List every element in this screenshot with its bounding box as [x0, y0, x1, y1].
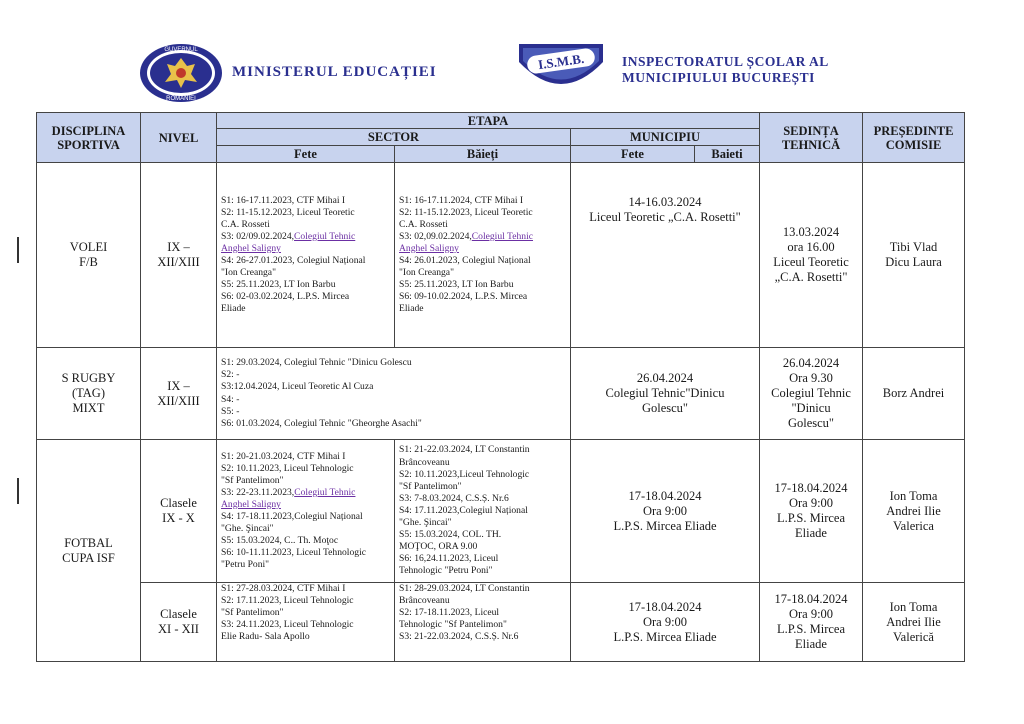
text-line: Ion Toma [889, 599, 938, 614]
text-line: Colegiul Tehnic [771, 386, 851, 400]
schedule-line [399, 255, 566, 267]
text-line: Ora 9:00 [642, 503, 688, 518]
schedule-text: S3: 7-8.03.2024, C.S.Ș. Nr.6 [399, 492, 509, 504]
schedule-line [221, 267, 390, 279]
schedule-text: S5: 25.11.2023, LT Ion Barbu [221, 279, 336, 291]
schedule-text: "Sf Pantelimon" [221, 607, 284, 619]
text-line: Ora 9:00 [788, 607, 834, 621]
schedule-line [399, 541, 566, 553]
text-line: VOLEI [69, 240, 108, 254]
schedule-line [221, 487, 390, 499]
cell-municipiu [571, 163, 760, 348]
schedule-text: "Ghe. Şincai" [399, 517, 452, 529]
schedule-line [221, 207, 390, 219]
schedule-line [221, 195, 390, 207]
ismb-logo-icon [513, 40, 609, 102]
cell-sector [217, 348, 571, 440]
schedule-line [399, 279, 566, 291]
schedule-line [221, 279, 390, 291]
cell-presedinte [863, 163, 965, 348]
text-line: Ora 9:00 [788, 496, 834, 510]
text-line: Colegiul Tehnic"Dinicu [605, 386, 725, 400]
cell-sector-baieti [395, 163, 571, 348]
cell-presedinte [863, 583, 965, 662]
text-line: S RUGBY [61, 371, 116, 385]
binder-mark [17, 237, 19, 263]
schedule-text: S1: 16-17.11.2024, CTF Mihai I [399, 194, 524, 206]
venue-link[interactable]: Anghel Saligny [399, 242, 459, 254]
schedule-line [221, 451, 390, 463]
cell-disciplina [37, 163, 141, 348]
table-row-fotbal-2 [37, 583, 965, 662]
cell-nivel [141, 348, 217, 440]
header-baieti: Băieți [395, 146, 571, 163]
schedule-text: S4: 26.01.2023, Colegiul Național [399, 255, 531, 266]
schedule-line [221, 607, 390, 619]
text-line: S3:12.04.2024, Liceul Teoretic Al Cuza [221, 381, 374, 393]
header-nivel: NIVEL [141, 113, 217, 163]
schedule-line [399, 595, 566, 607]
schedule-line [399, 231, 566, 243]
schedule-line [221, 291, 390, 303]
text-line: Andrei Ilie [886, 503, 941, 518]
text-line: CUPA ISF [62, 550, 115, 565]
text-line: 13.03.2024 [782, 225, 840, 239]
schedule-line [221, 547, 390, 559]
schedule-text: "Sf Pantelimon" [221, 474, 284, 486]
schedule-line [399, 565, 566, 577]
text-line: Golescu" [641, 401, 689, 415]
schedule-line [399, 195, 566, 207]
venue-link[interactable]: Colegiul Tehnic [294, 486, 356, 498]
text-line: 17-18.04.2024 [628, 599, 702, 614]
schedule-text: C.A. Rosseti [221, 218, 270, 230]
schedule-text: S6: 09-10.02.2024, L.P.S. Mircea [399, 291, 528, 303]
text-line: Andrei Ilie [886, 614, 941, 629]
inspectorate-line-2: MUNICIPIULUI BUCUREȘTI [622, 70, 815, 85]
schedule-line [221, 631, 390, 643]
text-line: Borz Andrei [882, 386, 945, 400]
schedule-text: S3: 24.11.2023, Liceul Tehnologic [221, 619, 354, 631]
schedule-text: "Sf Pantelimon" [399, 480, 462, 492]
text-line: S6: 01.03.2024, Colegiul Tehnic "Gheorghe Asachi" [221, 417, 422, 429]
svg-text:ROMÂNIEI: ROMÂNIEI [166, 96, 196, 102]
schedule-line [399, 219, 566, 231]
schedule-text: S2: 17.11.2023, Liceul Tehnologic [221, 595, 354, 607]
schedule-text: S3: 02/09.02.2024, [221, 230, 295, 242]
text-line: S1: 29.03.2024, Colegiul Tehnic "Dinicu Golescu [221, 357, 412, 369]
schedule-text: S6: 02-03.02.2024, L.P.S. Mircea [221, 291, 350, 303]
header-etapa: ETAPA [217, 113, 760, 129]
svg-text:I.S.M.B.: I.S.M.B. [537, 50, 586, 73]
schedule-text: S4: 17.11.2023,Colegiul Național [399, 504, 528, 516]
cell-sedinta [760, 440, 863, 583]
cell-sector-fete [217, 583, 395, 662]
schedule-text: S5: 15.03.2024, C.. Th. Moţoc [221, 535, 339, 547]
schedule-text: MOŢOC, ORA 9.00 [399, 541, 478, 553]
schedule-text: Elie Radu- Sala Apollo [221, 631, 310, 643]
text-line: Eliade [795, 526, 827, 540]
schedule-text: S3: 21-22.03.2024, C.S.Ș. Nr.6 [399, 631, 519, 643]
venue-link[interactable]: Anghel Saligny [221, 498, 281, 510]
venue-link[interactable]: Anghel Saligny [221, 242, 281, 254]
text-line: 14-16.03.2024 [628, 195, 702, 209]
schedule-line [221, 499, 390, 511]
text-line: (TAG) [71, 386, 105, 400]
text-line: IX – [167, 378, 190, 393]
cell-disciplina [37, 440, 141, 662]
schedule-text: S1: 16-17.11.2023, CTF Mihai I [221, 194, 346, 206]
schedule-line [399, 619, 566, 631]
text-line: L.P.S. Mircea [776, 511, 846, 525]
schedule-line [399, 517, 566, 529]
text-line: Eliade [795, 637, 827, 651]
header-fete: Fete [217, 146, 395, 163]
text-line: Ora 9:00 [642, 614, 688, 629]
cell-disciplina [37, 348, 141, 440]
competition-schedule-table [36, 112, 965, 662]
schedule-line [399, 267, 566, 279]
schedule-line [399, 631, 566, 643]
schedule-line [221, 583, 390, 595]
text-line: 26.04.2024 [636, 371, 694, 385]
text-line: IX – [167, 240, 190, 254]
schedule-line [399, 493, 566, 505]
table-row-fotbal-1 [37, 440, 965, 583]
cell-sector-fete [217, 163, 395, 348]
schedule-line [399, 303, 566, 315]
text-line: Ora 9.30 [789, 371, 833, 385]
text-line: Tibi Vlad [889, 240, 938, 254]
header-municipiu: MUNICIPIU [571, 129, 760, 146]
schedule-line [221, 619, 390, 631]
schedule-text: Tehnologic "Sf Pantelimon" [399, 619, 507, 631]
schedule-text: C.A. Rosseti [399, 218, 448, 230]
text-line: ora 16.00 [787, 240, 835, 254]
schedule-line [221, 559, 390, 571]
text-line: Liceul Teoretic [773, 255, 849, 269]
schedule-line [399, 553, 566, 565]
text-line: Valerică [893, 629, 934, 644]
schedule-text: S3: 22-23.11.2023, [221, 486, 295, 498]
schedule-line [221, 523, 390, 535]
schedule-text: S1: 28-29.03.2024, LT Constantin [399, 583, 530, 594]
schedule-text: S2: 11-15.12.2023, Liceul Teoretic [221, 206, 355, 218]
schedule-line [221, 255, 390, 267]
text-line: XI - XII [158, 622, 199, 636]
schedule-text: S2: 17-18.11.2023, Liceul [399, 607, 500, 619]
schedule-text: "Ghe. Şincai" [221, 523, 274, 535]
document-header [0, 38, 1024, 108]
schedule-line [399, 505, 566, 517]
header-baieti-municipiu: Baieti [695, 146, 760, 163]
cell-nivel [141, 163, 217, 348]
schedule-line [399, 469, 566, 481]
schedule-line [399, 243, 566, 255]
schedule-text: "Ion Creanga" [221, 267, 276, 279]
header-sedinta: SEDINȚA TEHNICĂ [760, 113, 863, 163]
inspectorate-title [622, 54, 829, 86]
schedule-line [221, 535, 390, 547]
cell-municipiu [571, 440, 760, 583]
schedule-text: "Petru Poni" [221, 559, 270, 571]
schedule-line [399, 529, 566, 541]
schedule-text: Tehnologic "Petru Poni" [399, 565, 493, 577]
text-line: Clasele [160, 496, 197, 510]
text-line: Dicu Laura [885, 255, 942, 269]
text-line: XII/XIII [157, 393, 200, 408]
schedule-text: Brâncoveanu [399, 456, 450, 468]
text-line: FOTBAL [64, 535, 113, 550]
schedule-line [399, 444, 566, 456]
cell-sector-baieti [395, 440, 571, 583]
cell-sedinta [760, 348, 863, 440]
cell-presedinte [863, 440, 965, 583]
text-line: F/B [79, 255, 98, 269]
schedule-line [221, 303, 390, 315]
schedule-line [399, 481, 566, 493]
government-seal-icon [137, 42, 225, 104]
cell-sector-baieti [395, 583, 571, 662]
schedule-line [221, 219, 390, 231]
schedule-text: S1: 20-21.03.2024, CTF Mihai I [221, 450, 346, 462]
venue-link[interactable]: Colegiul Tehnic [294, 230, 356, 242]
schedule-line [399, 607, 566, 619]
schedule-text: S2: 10.11.2023,Liceul Tehnologic [399, 468, 530, 480]
table-row-rugby [37, 348, 965, 440]
schedule-text: S3: 02,09.02.2024, [399, 230, 472, 242]
cell-sector-fete [217, 440, 395, 583]
schedule-text: S1: 27-28.03.2024, CTF Mihai I [221, 583, 346, 594]
schedule-line [399, 207, 566, 219]
cell-nivel [141, 440, 217, 583]
text-line: Golescu" [787, 416, 835, 430]
schedule-line [221, 231, 390, 243]
text-line: Clasele [160, 607, 197, 621]
binder-mark [17, 478, 19, 504]
schedule-text: Brâncoveanu [399, 595, 450, 607]
table-row-volei [37, 163, 965, 348]
text-line: Liceul Teoretic „C.A. Rosetti" [589, 210, 741, 224]
schedule-line [399, 457, 566, 469]
schedule-text: Eliade [399, 303, 424, 315]
text-line: L.P.S. Mircea [776, 622, 846, 636]
schedule-text: S1: 21-22.03.2024, LT Constantin [399, 444, 530, 456]
text-line: 17-18.04.2024 [628, 488, 702, 503]
schedule-line [221, 475, 390, 487]
venue-link[interactable]: Colegiul Tehnic [471, 230, 534, 242]
schedule-text: S6: 16,24.11.2023, Liceul [399, 553, 499, 565]
header-fete-municipiu: Fete [571, 146, 695, 163]
schedule-text: S6: 10-11.11.2023, Liceul Tehnologic [221, 547, 366, 559]
header-presedinte: PREȘEDINTE COMISIE [863, 113, 965, 163]
text-line: S4: - [221, 393, 240, 405]
cell-sedinta [760, 583, 863, 662]
schedule-text: S2: 11-15.12.2023, Liceul Teoretic [399, 206, 533, 218]
schedule-text: S4: 26-27.01.2023, Colegiul Național [221, 255, 366, 266]
text-line: MIXT [72, 401, 105, 415]
text-line: 17-18.04.2024 [774, 592, 848, 606]
header-sector: SECTOR [217, 129, 571, 146]
schedule-line [399, 291, 566, 303]
cell-nivel [141, 583, 217, 662]
ministry-title: MINISTERUL EDUCAȚIEI [232, 64, 437, 80]
schedule-text: "Ion Creanga" [399, 267, 454, 279]
text-line: „C.A. Rosetti" [774, 270, 848, 284]
schedule-text: S5: 25.11.2023, LT Ion Barbu [399, 279, 514, 291]
cell-municipiu [571, 348, 760, 440]
schedule-text: S5: 15.03.2024, COL. TH. [399, 529, 502, 541]
text-line: 26.04.2024 [782, 356, 840, 370]
cell-sedinta [760, 163, 863, 348]
schedule-line [221, 595, 390, 607]
schedule-line [221, 463, 390, 475]
text-line: L.P.S. Mircea Eliade [613, 629, 717, 644]
text-line: 17-18.04.2024 [774, 481, 848, 495]
cell-municipiu [571, 583, 760, 662]
text-line: S5: - [221, 405, 240, 417]
schedule-line [399, 583, 566, 595]
text-line: Ion Toma [889, 488, 938, 503]
header-disciplina: DISCIPLINA SPORTIVA [37, 113, 141, 163]
inspectorate-line-1: INSPECTORATUL ȘCOLAR AL [622, 54, 829, 69]
text-line: L.P.S. Mircea Eliade [613, 518, 717, 533]
text-line: "Dinicu [791, 401, 831, 415]
text-line: Valerica [893, 518, 934, 533]
schedule-line [221, 511, 390, 523]
text-line: IX - X [162, 511, 195, 525]
cell-presedinte [863, 348, 965, 440]
schedule-text: S4: 17-18.11.2023,Colegiul Național [221, 511, 363, 522]
schedule-line [221, 243, 390, 255]
text-line: XII/XIII [157, 255, 200, 269]
text-line: S2: - [221, 369, 240, 381]
schedule-text: S2: 10.11.2023, Liceul Tehnologic [221, 462, 354, 474]
svg-text:GUVERNUL: GUVERNUL [164, 47, 198, 53]
schedule-text: Eliade [221, 303, 246, 315]
